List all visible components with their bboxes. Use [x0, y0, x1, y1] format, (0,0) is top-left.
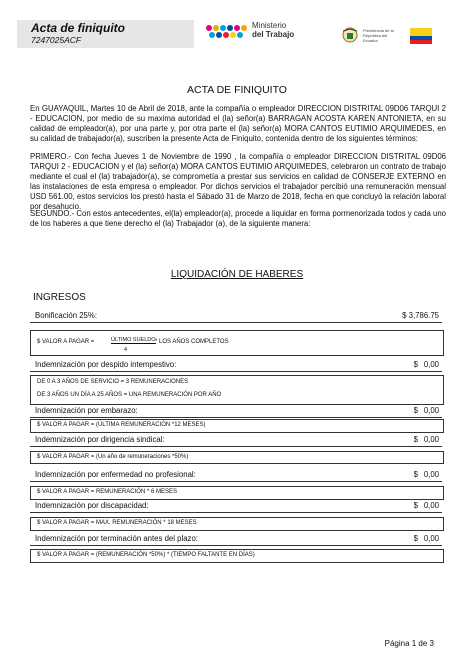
ministry-line-2: del Trabajo	[252, 30, 295, 39]
row-value: 0,00	[423, 470, 439, 479]
formula-denominator: 4	[124, 347, 128, 353]
paragraph-segundo: SEGUNDO.- Con estos antecedentes, el(la) empleador(a), procede a liquidar en forma pormenorizada todos y cada uno de los haberes a que tiene derecho el (la) Trabajador (a), de la siguiente manera:	[30, 209, 446, 228]
ministry-name	[252, 21, 294, 39]
row-value: 0,00	[423, 406, 439, 415]
row-currency: $	[413, 360, 418, 369]
row-dirigencia	[30, 434, 442, 447]
formula-text: $ VALOR A PAGAR = MAX. REMUNERACIÓN * 18 MESES	[37, 520, 197, 526]
row-label: Indemnización por enfermedad no profesional:	[35, 470, 196, 479]
government-text: Presidencia de la República del Ecuador	[363, 28, 394, 43]
row-currency: $	[413, 435, 418, 444]
row-label: Indemnización por despido intempestivo:	[35, 360, 177, 369]
formula-text: $ VALOR A PAGAR = (REMUNERACIÓN *50%) * (TIEMPO FALTANTE EN DÍAS)	[37, 552, 255, 558]
formula-box-plazo	[30, 549, 444, 563]
row-discapacidad	[30, 500, 442, 513]
row-currency: $	[413, 501, 418, 510]
row-currency: $	[413, 470, 418, 479]
row-currency: $	[413, 534, 418, 543]
ingresos-heading: INGRESOS	[33, 292, 86, 303]
formula-box-embarazo	[30, 419, 444, 433]
ministry-line-1: Ministerio	[252, 21, 287, 30]
row-value: 0,00	[423, 360, 439, 369]
government-seal-icon	[340, 27, 360, 43]
row-value: 0,00	[423, 501, 439, 510]
row-label: Indemnización por dirigencia sindical:	[35, 435, 165, 444]
row-label: Indemnización por terminación antes del plazo:	[35, 534, 198, 543]
row-value: 0,00	[423, 534, 439, 543]
formula-text: $ VALOR A PAGAR = REMUNERACIÓN * 6 MESES	[37, 489, 177, 495]
row-label: Indemnización por embarazo:	[35, 406, 138, 415]
row-plazo	[30, 533, 442, 546]
document-title: ACTA DE FINIQUITO	[187, 84, 287, 96]
formula-prefix: $ VALOR A PAGAR =	[37, 339, 95, 345]
document-type-title: Acta de finiquito	[31, 21, 125, 35]
formula-suffix: * LOS AÑOS COMPLETOS	[155, 339, 229, 345]
formula-box-discapacidad	[30, 517, 444, 531]
formula-text: $ VALOR A PAGAR = (ÚLTIMA REMUNERACIÓN *12 MESES)	[37, 422, 206, 428]
row-enfermedad	[30, 469, 442, 482]
formula-box-dirigencia	[30, 451, 444, 464]
formula-line-1: DE 0 A 3 AÑOS DE SERVICIO = 3 REMUNERACIONES	[37, 379, 189, 385]
formula-box-bonificacion	[30, 330, 444, 356]
formula-line-2: DE 3 AÑOS UN DÍA A 25 AÑOS = UNA REMUNERACIÓN POR AÑO	[37, 392, 222, 398]
formula-box-despido	[30, 375, 444, 405]
paragraph-primero: PRIMERO.- Con fecha Jueves 1 de Noviembre de 1990 , la compañía o empleador DIRECCION DISTRITAL 09D06 TARQUI 2 - EDUCACION y el (la) señor(a) MORA CANTOS EUTIMIO ARQUIMEDES, celebraron un contrato de trabajo mediante el cual el (la) trabajador(a), se comprometía a prestar sus servicios en calidad de CONSERJE EXTERNO en las instalaciones de esta empresa o empleador. Por dichos servicios el trabajador percibió una remuneración mensual USD 561.00, estos servicios los prestó hasta el Sábado 31 de Marzo de 2018, fecha en que concluyó la relación laboral por desahucio.	[30, 152, 446, 211]
formula-box-enfermedad	[30, 486, 444, 500]
document-code: 7247025ACF	[31, 35, 82, 45]
row-bonificacion	[30, 310, 442, 323]
section-title: LIQUIDACIÓN DE HABERES	[170, 269, 304, 280]
row-value: 0,00	[423, 435, 439, 444]
formula-text: $ VALOR A PAGAR = (Un año de remuneraciones *50%)	[37, 454, 189, 460]
formula-numerator: ÚLTIMO SUELDO	[111, 337, 156, 343]
row-currency: $	[413, 406, 418, 415]
row-value: $ 3,786.75	[402, 311, 439, 320]
ecuador-flag-icon	[410, 28, 432, 44]
row-label: Indemnización por discapacidad:	[35, 501, 149, 510]
row-label: Bonificación 25%:	[35, 311, 97, 320]
page-number: Página 1 de 3	[384, 639, 434, 648]
row-despido	[30, 359, 442, 372]
row-embarazo	[30, 405, 442, 418]
paragraph-intro: En GUAYAQUIL, Martes 10 de Abril de 2018, ante la compañía o empleador DIRECCION DISTRITAL 09D06 TARQUI 2 - EDUCACION, por medio de su maxima autoridad el (la) señor(a) BARRAGAN ACOSTA KAREN ANTONIETA, en su calidad de empleador(a), por una parte y, por otra parte el (la) señor(a) MORA CANTOS EUTIMIO ARQUIMEDES, en su calidad de trabajador(a), suscriben la presente Acta de Finiquito, contenida dentro de los siguientes términos:	[30, 104, 446, 143]
ministry-dots-logo-icon	[205, 22, 247, 40]
